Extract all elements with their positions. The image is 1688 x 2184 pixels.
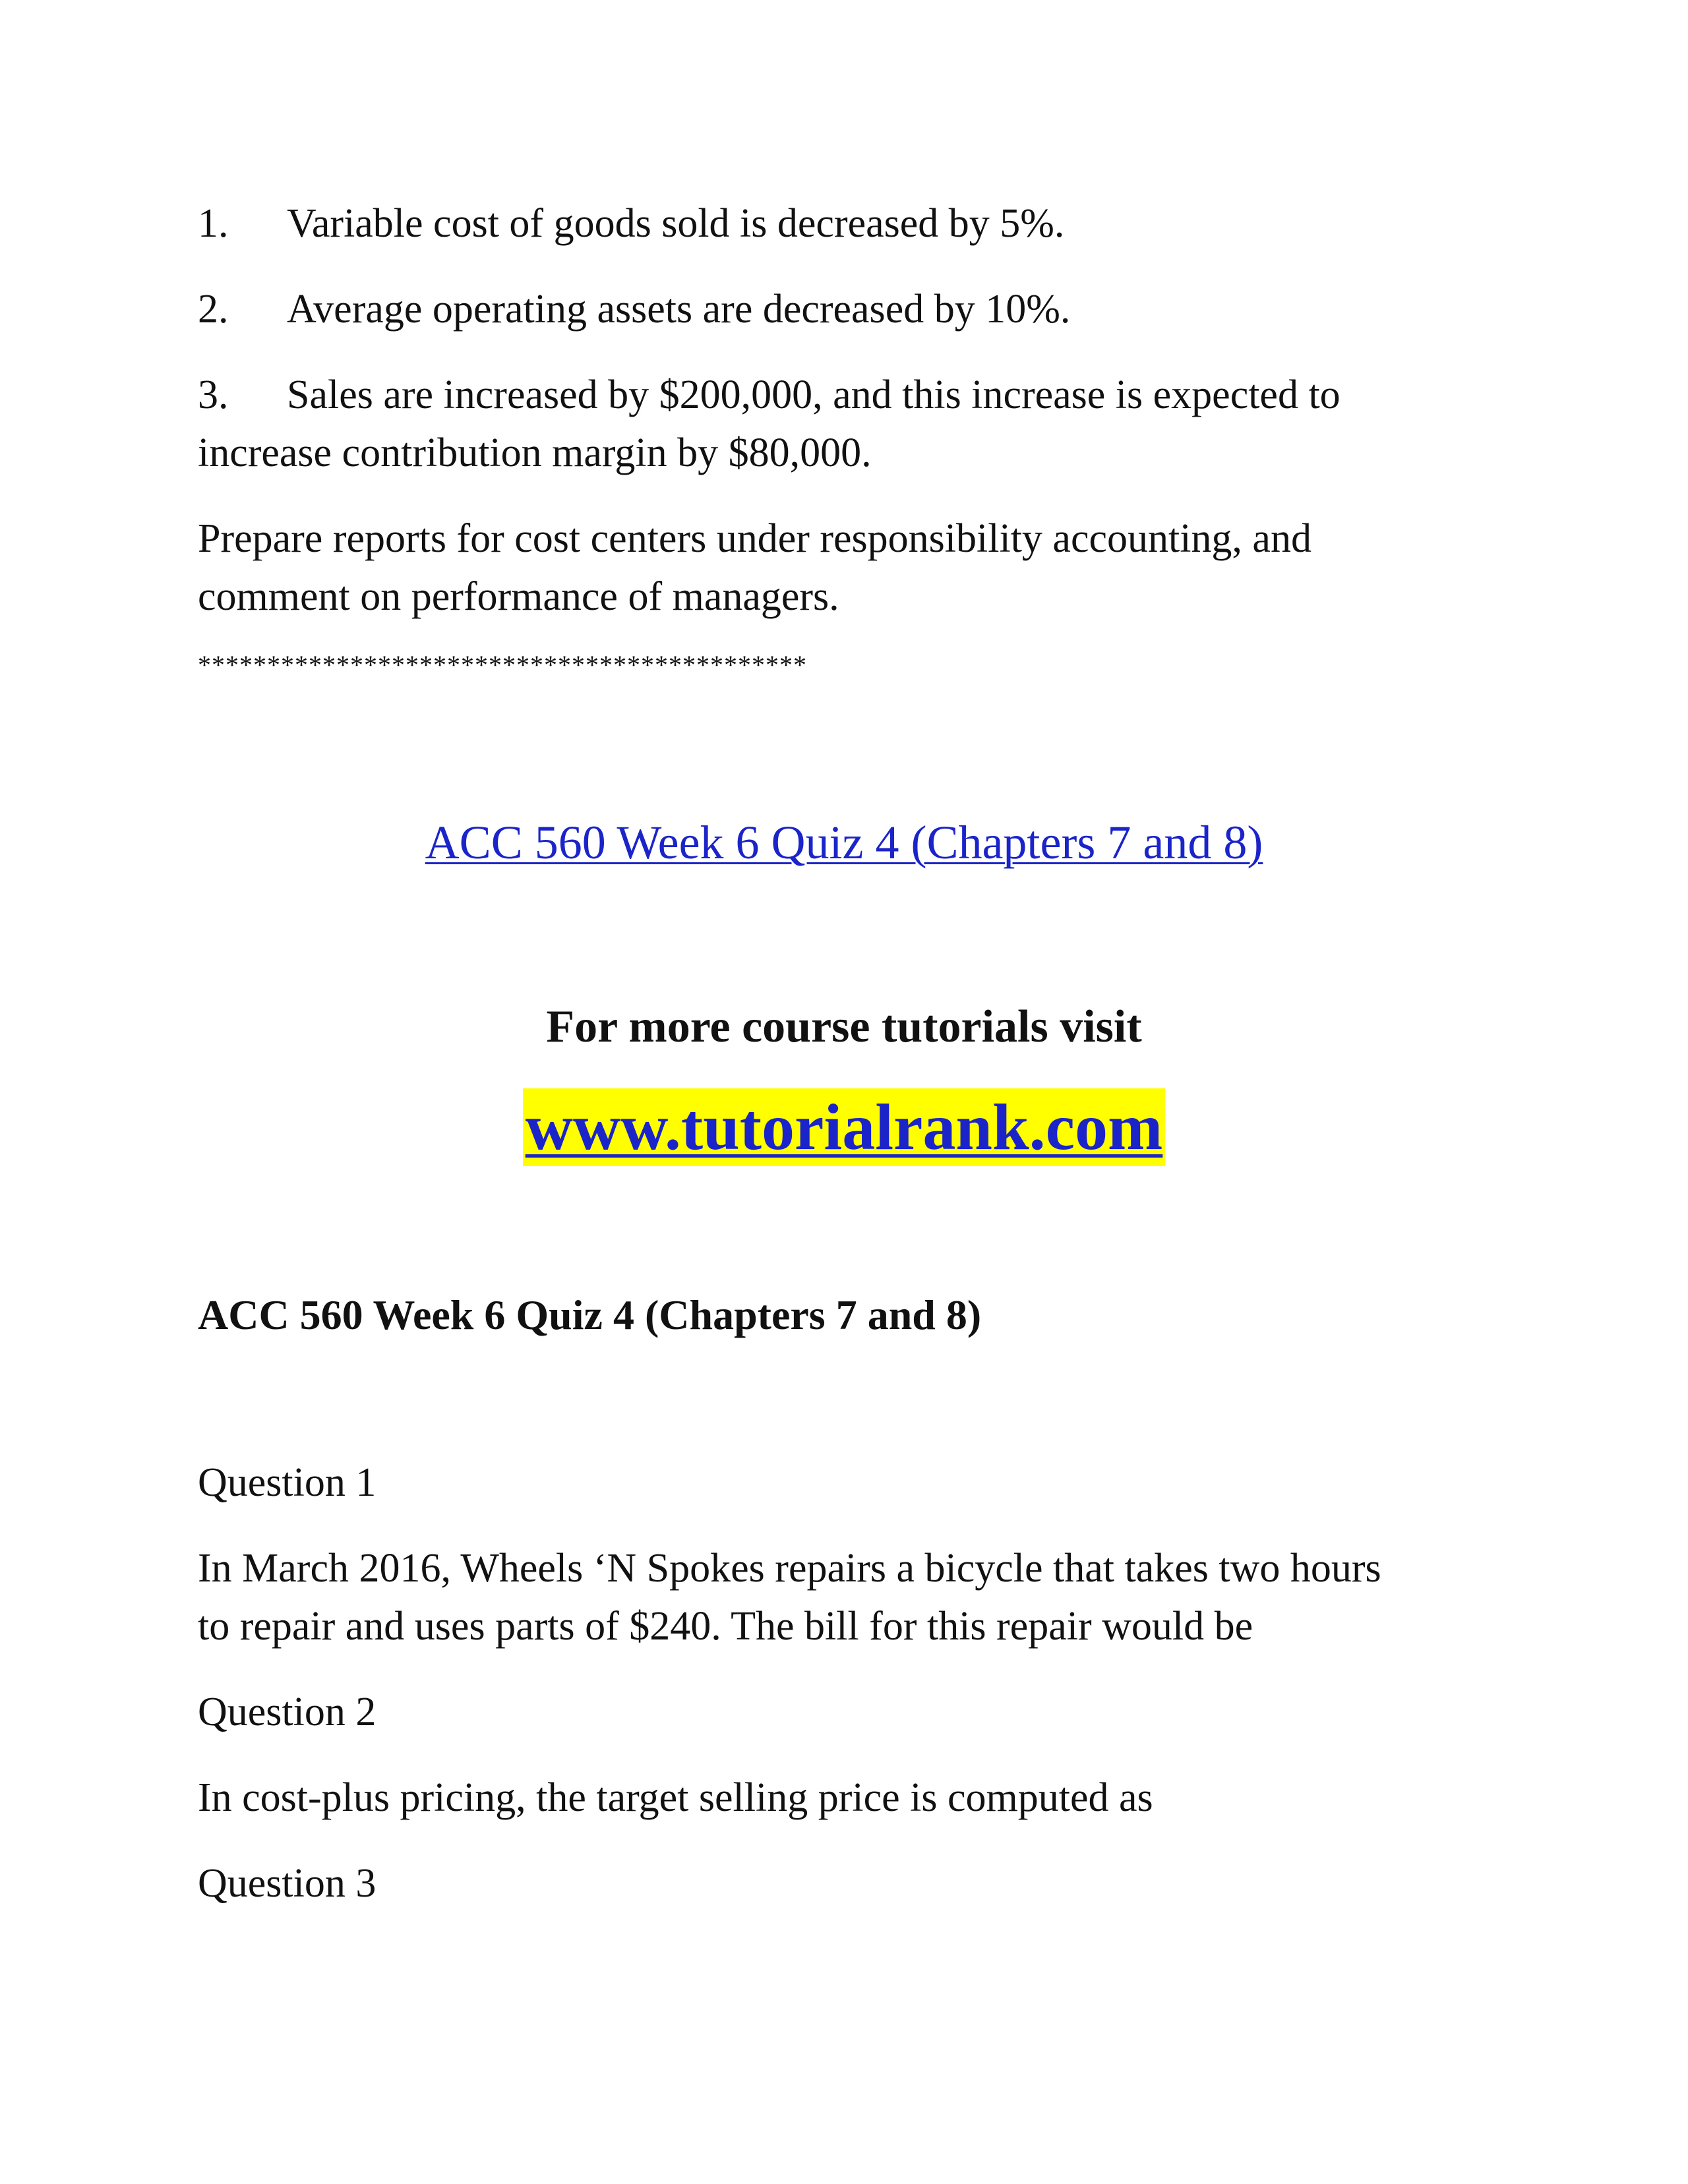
list-item-continuation: increase contribution margin by $80,000. [198, 430, 872, 475]
list-item [198, 280, 1070, 338]
website-link[interactable]: www.tutorialrank.com [523, 1088, 1166, 1166]
instruction-line-2: comment on performance of managers. [198, 574, 839, 619]
list-text: Average operating assets are decreased by 10%. [287, 287, 1071, 332]
section-heading: ACC 560 Week 6 Quiz 4 (Chapters 7 and 8) [198, 1291, 982, 1338]
website-link-container [0, 1088, 1688, 1167]
list-text: Variable cost of goods sold is decreased by 5%. [287, 201, 1065, 246]
separator: ******************************************** [198, 650, 807, 680]
question-text: to repair and uses parts of $240. The bill for this repair would be [198, 1604, 1253, 1649]
question-text: In March 2016, Wheels ‘N Spokes repairs a bicycle that takes two hours [198, 1546, 1381, 1591]
list-number: 3. [198, 372, 229, 417]
list-number: 1. [198, 201, 229, 246]
instruction-line-1: Prepare reports for cost centers under responsibility accounting, and [198, 516, 1311, 561]
question-label: Question 1 [198, 1460, 377, 1505]
list-number: 2. [198, 287, 229, 332]
list-text: Sales are increased by $200,000, and this increase is expected to [287, 372, 1341, 417]
question-label: Question 2 [198, 1690, 377, 1734]
question-text: In cost-plus pricing, the target selling price is computed as [198, 1775, 1153, 1820]
question-label: Question 3 [198, 1861, 377, 1906]
list-item [198, 194, 1064, 252]
list-item [198, 366, 1341, 424]
quiz-title-link[interactable]: ACC 560 Week 6 Quiz 4 (Chapters 7 and 8) [425, 816, 1263, 869]
promo-text: For more course tutorials visit [546, 1001, 1142, 1052]
